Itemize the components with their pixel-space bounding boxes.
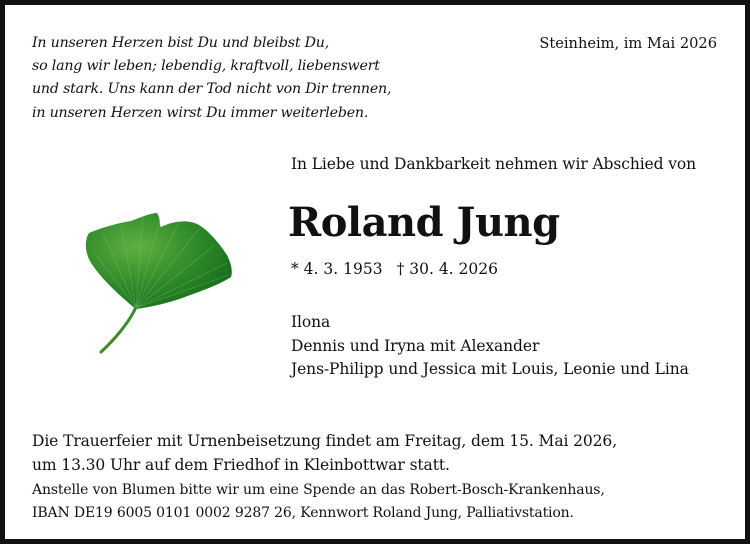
mourner-line: Dennis und Iryna mit Alexander xyxy=(291,336,540,355)
poem-line: so lang wir leben; lebendig, kraftvoll, liebenswert xyxy=(32,58,380,75)
donation-line: Anstelle von Blumen bitte wir um eine Spende an das Robert-Bosch-Krankenhaus, xyxy=(32,482,605,498)
poem-line: und stark. Uns kann der Tod nicht von Dir trennen, xyxy=(32,81,392,98)
funeral-line: Die Trauerfeier mit Urnenbeisetzung findet am Freitag, dem 15. Mai 2026, xyxy=(32,432,618,450)
place-and-date: Steinheim, im Mai 2026 xyxy=(539,35,717,52)
poem-line: in unseren Herzen wirst Du immer weiterleben. xyxy=(32,104,369,121)
deceased-name: Roland Jung xyxy=(288,199,560,246)
donation-line: IBAN DE19 6005 0101 0002 9287 26, Kennwort Roland Jung, Palliativstation. xyxy=(32,505,574,521)
funeral-line: um 13.30 Uhr auf dem Friedhof in Kleinbottwar statt. xyxy=(32,455,450,474)
death-date: † 30. 4. 2026 xyxy=(396,260,498,278)
poem xyxy=(32,32,391,125)
life-dates xyxy=(291,258,498,280)
donation-notice xyxy=(32,479,605,525)
ginkgo-leaf-icon xyxy=(81,211,237,357)
poem-line: In unseren Herzen bist Du und bleibst Du, xyxy=(32,35,330,51)
mourner-line: Jens-Philipp und Jessica mit Louis, Leonie und Lina xyxy=(291,360,689,378)
birth-date: * 4. 3. 1953 xyxy=(291,260,383,278)
funeral-notice xyxy=(32,430,617,477)
farewell-intro: In Liebe und Dankbarkeit nehmen wir Abschied von xyxy=(291,155,697,173)
mourner-line: Ilona xyxy=(291,313,331,331)
mourners-list xyxy=(291,311,689,382)
